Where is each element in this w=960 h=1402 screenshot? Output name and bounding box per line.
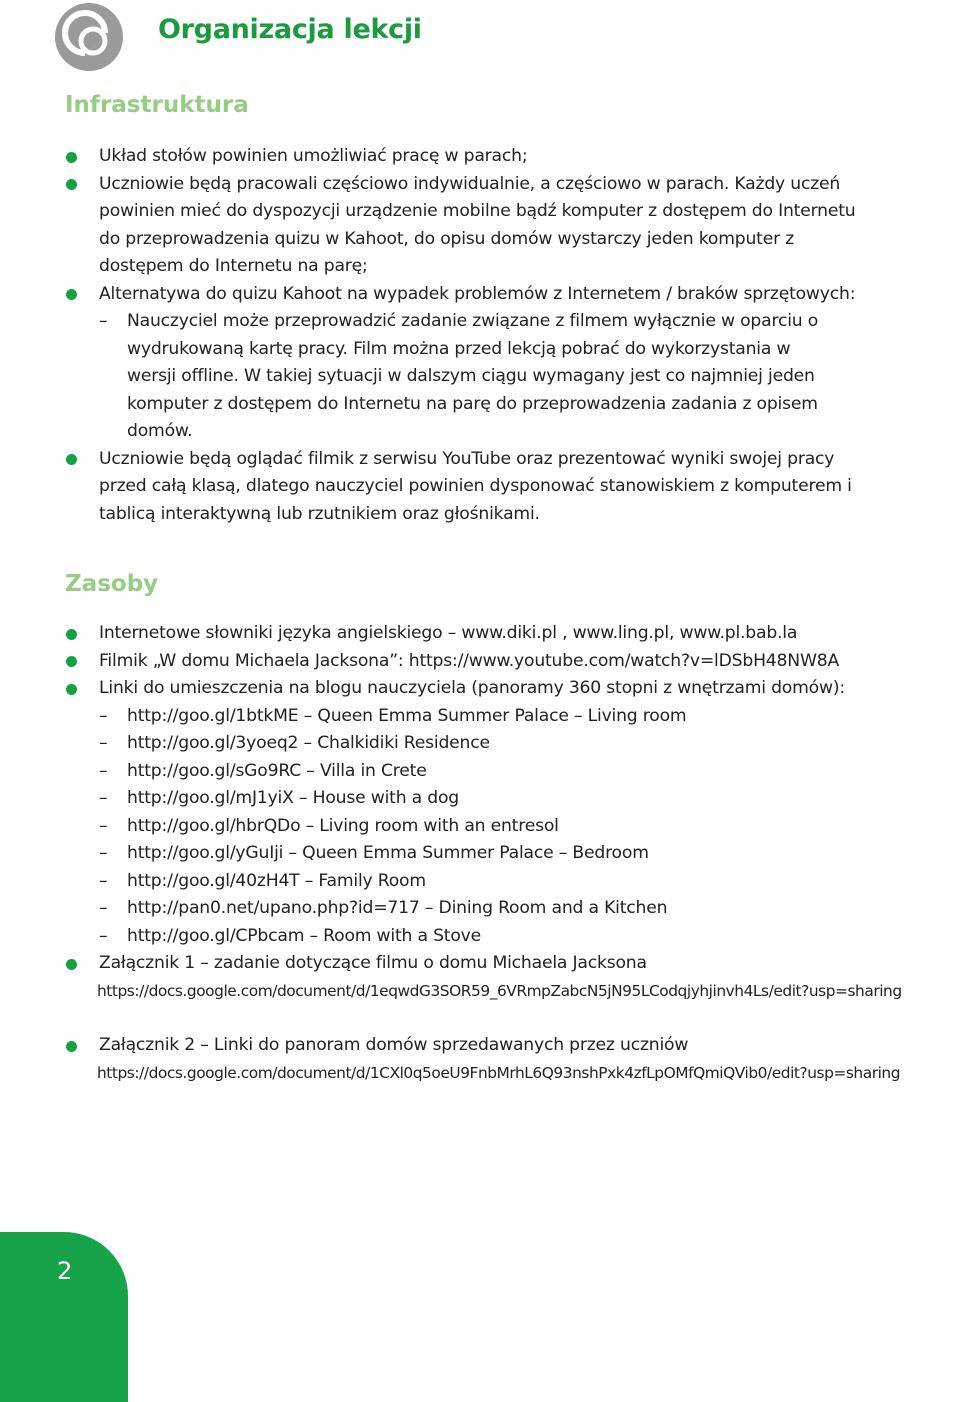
section-heading-zasoby: Zasoby [65,571,159,597]
bullet-icon [66,289,77,300]
lesson-logo-icon [55,3,123,71]
bullet-icon [66,152,77,163]
list-item: Filmik „W domu Michaela Jacksona”: https://www.youtube.com/watch?v=lDSbH48NW8A [0,648,960,676]
page-title: Organizacja lekcji [158,14,422,45]
panorama-link[interactable]: – http://goo.gl/sGo9RC – Villa in Crete [99,760,427,781]
panorama-link[interactable]: – http://goo.gl/CPbcam – Room with a Stove [99,925,481,946]
attachment-2: Załącznik 2 – Linki do panoram domów sprzedawanych przez uczniów [0,1032,960,1060]
attachment-2-link[interactable]: https://docs.google.com/document/d/1CXl0q5oeU9FnbMrhL6Q93nshPxk4zfLpOMfQmiQVib0/edit?usp=sharing [97,1063,901,1082]
attachment-1: Załącznik 1 – zadanie dotyczące filmu o domu Michaela Jacksona [0,950,960,978]
dash-marker: – [99,311,108,331]
page-number: 2 [57,1257,73,1285]
bullet-icon [66,959,77,970]
panorama-link[interactable]: – http://goo.gl/mJ1yiX – House with a dog [99,788,460,808]
list-item: Internetowe słowniki języka angielskiego – www.diki.pl , www.ling.pl, www.pl.bab.la [0,620,960,648]
bullet-icon [66,1041,77,1052]
bullet-icon [66,629,77,640]
list-item: Uczniowie będą oglądać filmik z serwisu YouTube oraz prezentować wyniki swojej pracy przed całą klasą, dlatego nauczyciel powinien dysponować stanowiskiem z komputerem i tablicą interaktywną lub rzutnikiem oraz głośnikami. [0,446,960,529]
list-item: Uczniowie będą pracowali częściowo indywidualnie, a częściowo w parach. Każdy uczeń powinien mieć do dyspozycji urządzenie mobilne bądź komputer z dostępem do Internetu do przeprowadzenia quizu w Kahoot, do opisu domów wystarczy jeden komputer z dostępem do Internetu na parę; [0,171,960,281]
bullet-icon [66,684,77,695]
list-item: Alternatywa do quizu Kahoot na wypadek problemów z Internetem / braków sprzętowych: [0,281,960,309]
list-item: Linki do umieszczenia na blogu nauczyciela (panoramy 360 stopni z wnętrzami domów): [0,675,960,703]
bullet-icon [66,656,77,667]
panorama-link[interactable]: – http://goo.gl/1btkME – Queen Emma Summer Palace – Living room [99,705,687,726]
panorama-link[interactable]: – http://goo.gl/3yoeq2 – Chalkidiki Residence [99,733,490,753]
sub-list-item: – Nauczyciel może przeprowadzić zadanie związane z filmem wyłącznie w oparciu o wydrukowaną kartę pracy. Film można przed lekcją pobrać do wykorzystania w wersji offline. W takiej sytuacji w dalszym ciągu wymagany jest co najmniej jeden komputer z dostępem do Internetu na parę do przeprowadzenia zadania z opisem domów. [0,308,960,446]
panorama-link[interactable]: – http://goo.gl/yGuIji – Queen Emma Summer Palace – Bedroom [99,843,649,863]
attachment-1-link[interactable]: https://docs.google.com/document/d/1eqwdG3SOR59_6VRmpZabcN5jN95LCodqjyhjinvh4Ls/edit?usp=sharing [97,981,902,1000]
panorama-link[interactable]: – http://goo.gl/40zH4T – Family Room [99,870,426,891]
bullet-icon [66,179,77,190]
bullet-icon [66,454,77,465]
zasoby-list [0,620,960,1087]
infrastruktura-list [0,143,960,528]
panorama-link[interactable]: – http://pan0.net/upano.php?id=717 – Dining Room and a Kitchen [99,898,668,918]
panorama-link[interactable]: – http://goo.gl/hbrQDo – Living room with an entresol [99,815,559,836]
section-heading-infrastruktura: Infrastruktura [65,92,249,118]
list-item: Układ stołów powinien umożliwiać pracę w parach; [0,143,960,171]
